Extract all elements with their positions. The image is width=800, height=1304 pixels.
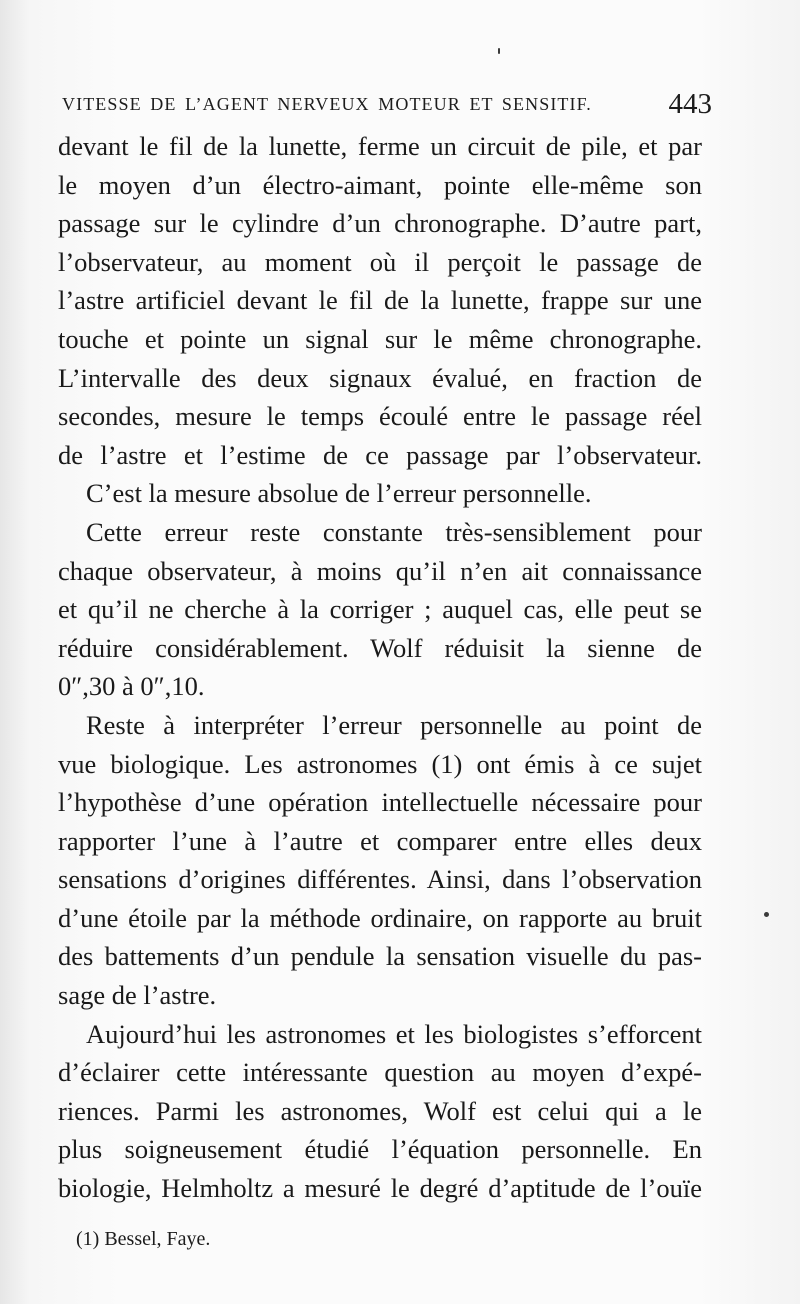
text-line: secondes, mesure le temps écoulé entre le passage réel: [58, 401, 702, 432]
text-line: vue biologique. Les astronomes (1) ont émis à ce sujet: [58, 748, 702, 779]
text-line: l’observateur, au moment où il perçoit le passage de: [58, 246, 702, 277]
text-line: riences. Parmi les astronomes, Wolf est celui qui a le: [58, 1095, 702, 1126]
text-line: et qu’il ne cherche à la corriger ; auquel cas, elle peut se: [58, 594, 702, 625]
text-line: d’éclairer cette intéressante question au moyen d’expé-: [58, 1057, 702, 1088]
text-line: plus soigneusement étudié l’équation personnelle. En: [58, 1134, 702, 1165]
text-line: touche et pointe un signal sur le même chronographe.: [58, 323, 702, 354]
text-line: 0″,30 à 0″,10.: [58, 671, 205, 702]
text-line: d’une étoile par la méthode ordinaire, on rapporte au bruit: [58, 902, 702, 933]
paragraph-start: Cette erreur reste constante très-sensiblement pour: [86, 516, 702, 547]
paragraph-start: Aujourd’hui les astronomes et les biologistes s’efforcent: [86, 1018, 702, 1049]
text-line: de l’astre et l’estime de ce passage par l’observateur.: [58, 439, 702, 470]
text-line: sensations d’origines différentes. Ainsi, dans l’observation: [58, 864, 702, 895]
text-line: rapporter l’une à l’autre et comparer entre elles deux: [58, 825, 702, 856]
text-line: des battements d’un pendule la sensation visuelle du pas-: [58, 941, 702, 972]
body-text: [58, 127, 702, 1208]
footnote: (1) Bessel, Faye.: [76, 1228, 211, 1250]
paragraph-start: Reste à interpréter l’erreur personnelle au point de: [86, 709, 702, 740]
text-line: réduire considérablement. Wolf réduisit la sienne de: [58, 632, 702, 663]
text-line: l’astre artificiel devant le fil de la lunette, frappe sur une: [58, 285, 702, 316]
page-header: [62, 88, 712, 122]
text-line: C’est la mesure absolue de l’erreur personnelle.: [86, 478, 592, 509]
text-line: L’intervalle des deux signaux évalué, en fraction de: [58, 362, 702, 393]
text-line: le moyen d’un électro-aimant, pointe elle-même son: [58, 169, 702, 200]
text-line: sage de l’astre.: [58, 980, 217, 1011]
print-speck: [764, 912, 769, 917]
text-line: passage sur le cylindre d’un chronographe. D’autre part,: [58, 208, 702, 239]
running-head: VITESSE DE L’AGENT NERVEUX MOTEUR ET SENSITIF.: [62, 94, 592, 114]
text-line: devant le fil de la lunette, ferme un circuit de pile, et par: [58, 131, 702, 161]
text-line: biologie, Helmholtz a mesuré le degré d’aptitude de l’ouïe: [58, 1173, 702, 1204]
print-speck: [498, 48, 500, 54]
text-line: l’hypothèse d’une opération intellectuelle nécessaire pour: [58, 787, 702, 818]
page-number: 443: [668, 88, 712, 120]
text-line: chaque observateur, à moins qu’il n’en ait connaissance: [58, 555, 702, 586]
